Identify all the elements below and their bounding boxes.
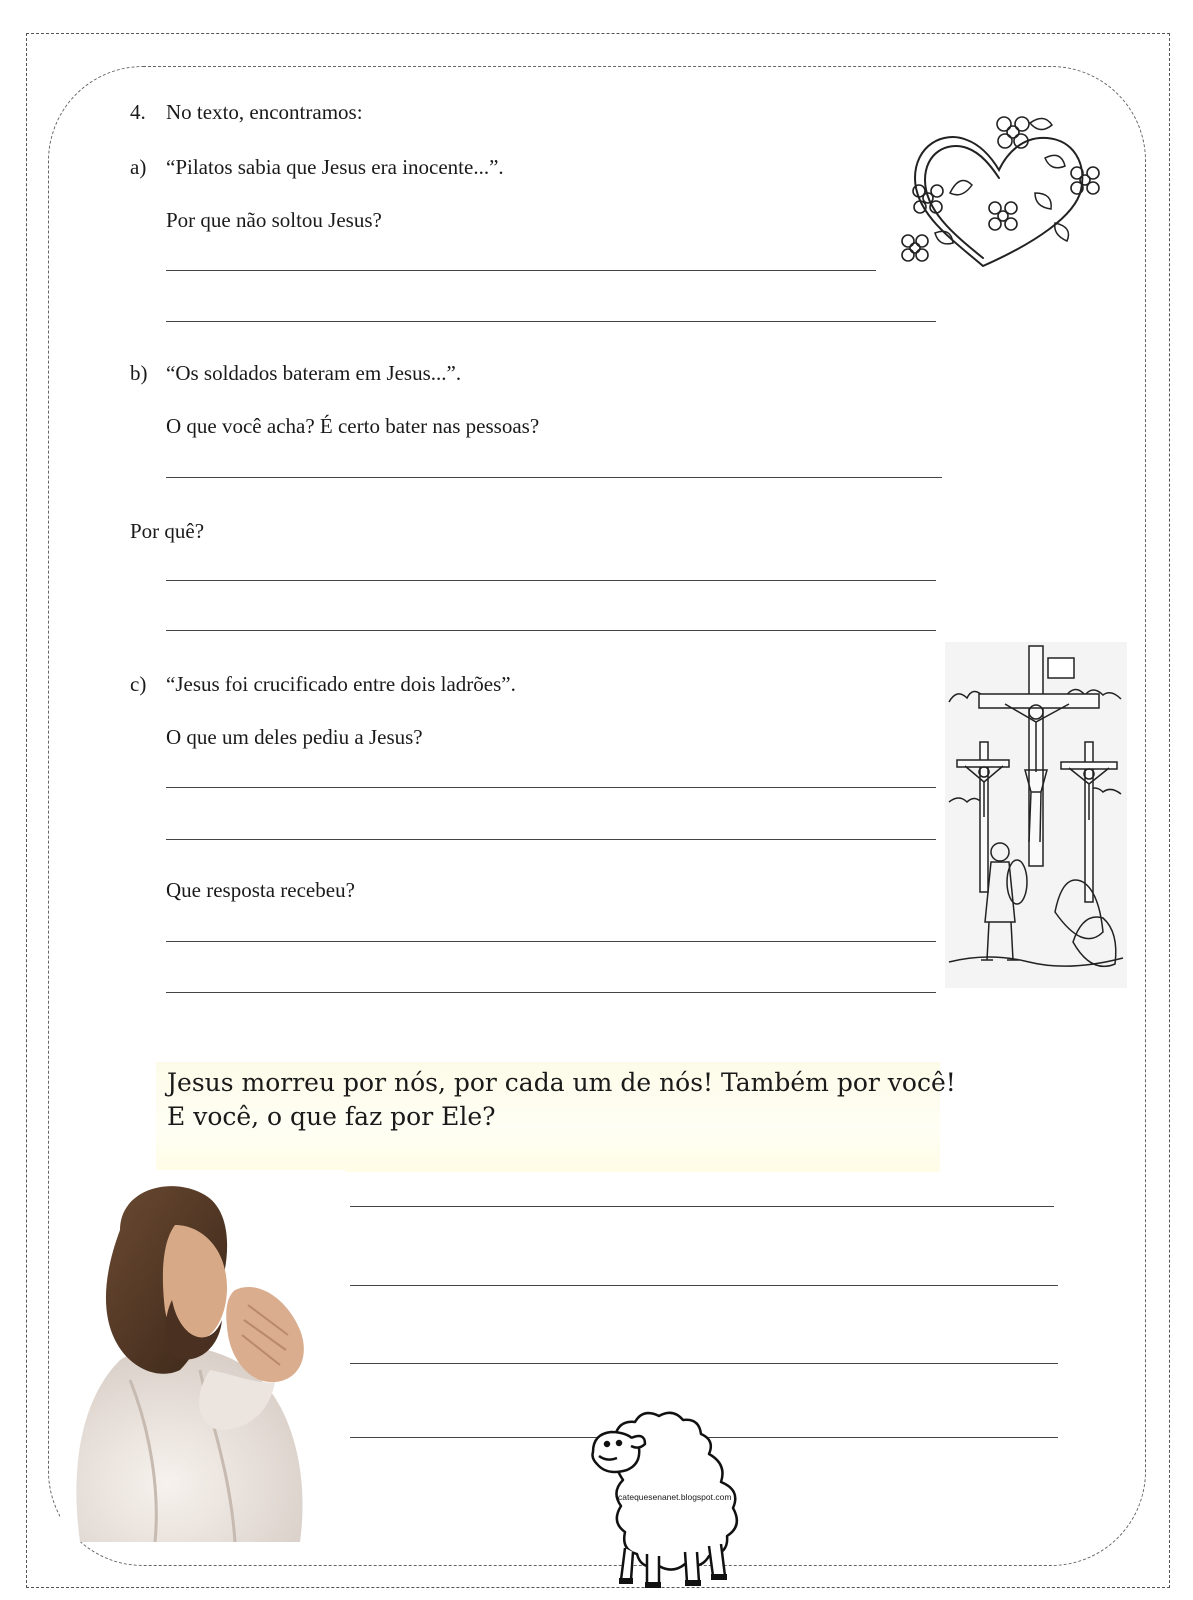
answer-line[interactable]: [166, 477, 942, 478]
item-b-followup: Por quê?: [130, 519, 205, 543]
jesus-praying-icon: [60, 1170, 346, 1542]
item-a-quote: “Pilatos sabia que Jesus era inocente...”.: [166, 155, 504, 179]
answer-line[interactable]: [166, 630, 936, 631]
answer-line[interactable]: [166, 580, 936, 581]
item-c-label: c): [130, 672, 147, 696]
item-c-question: O que um deles pediu a Jesus?: [166, 725, 423, 749]
answer-line[interactable]: [350, 1363, 1058, 1364]
answer-line[interactable]: [166, 270, 876, 271]
answer-line[interactable]: [350, 1206, 1054, 1207]
item-b-label: b): [130, 361, 148, 385]
heart-flowers-icon: [895, 108, 1120, 278]
item-a-label: a): [130, 155, 147, 179]
answer-line[interactable]: [350, 1285, 1058, 1286]
item-b-question: O que você acha? É certo bater nas pessoas?: [166, 414, 540, 438]
answer-line[interactable]: [166, 839, 936, 840]
answer-line[interactable]: [166, 321, 936, 322]
item-b-quote: “Os soldados bateram em Jesus...”.: [166, 361, 462, 385]
answer-line[interactable]: [166, 941, 936, 942]
question-number: 4.: [130, 100, 146, 124]
item-a-question: Por que não soltou Jesus?: [166, 208, 382, 232]
answer-line[interactable]: [166, 992, 936, 993]
crucifixion-scene-icon: [945, 642, 1127, 988]
reflection-line-1: Jesus morreu por nós, por cada um de nós! Também por você!: [167, 1068, 956, 1097]
reflection-line-2: E você, o que faz por Ele?: [167, 1102, 496, 1131]
question-heading: No texto, encontramos:: [166, 100, 363, 124]
blog-url: catequesenanet.blogspot.com: [618, 1492, 732, 1502]
item-c-quote: “Jesus foi crucificado entre dois ladrões”.: [166, 672, 516, 696]
item-c-question2: Que resposta recebeu?: [166, 878, 355, 902]
answer-line[interactable]: [166, 787, 936, 788]
